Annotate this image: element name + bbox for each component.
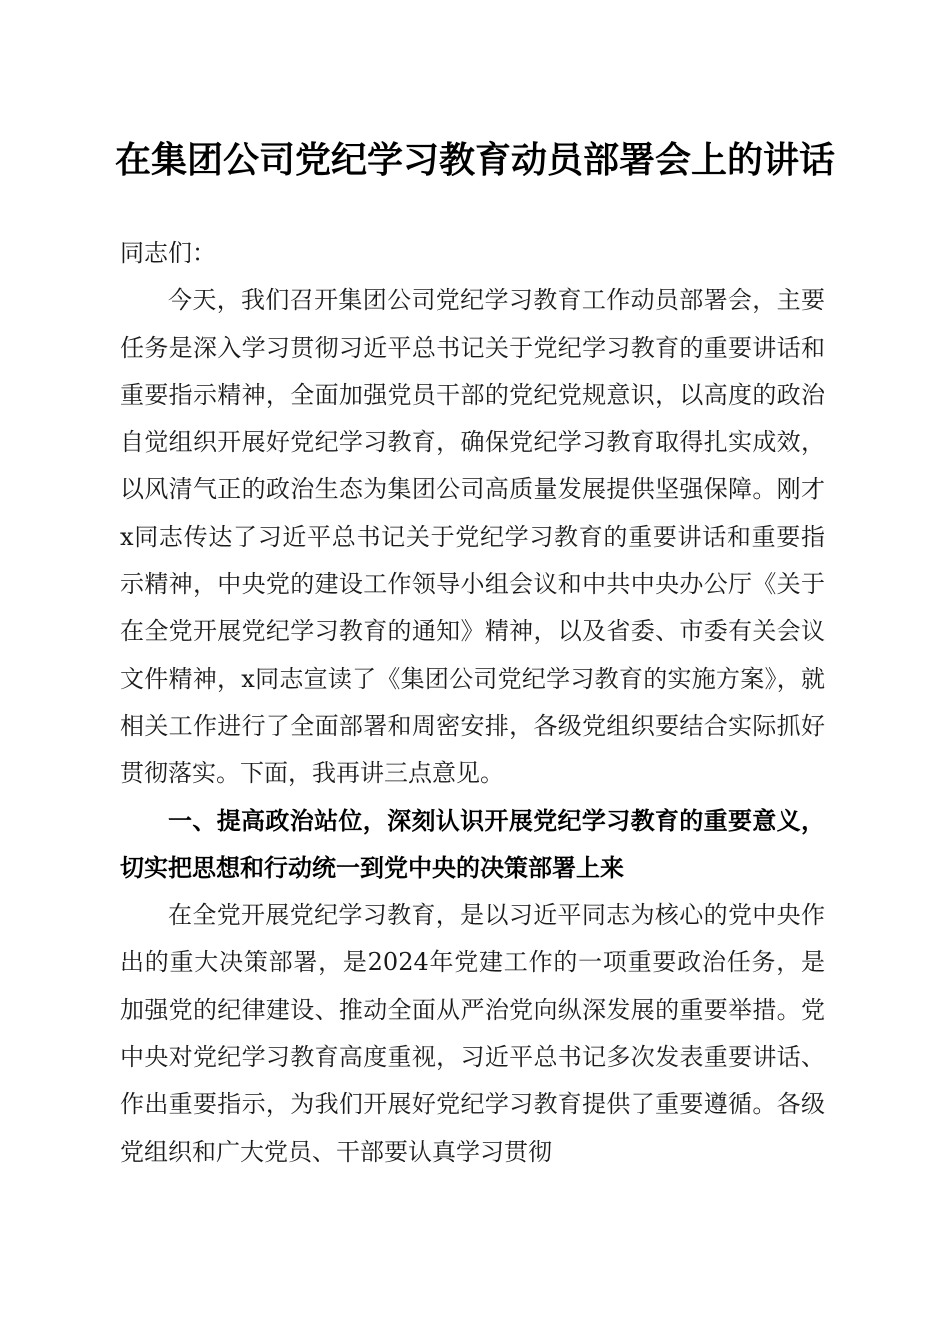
section-heading-1: 一、提高政治站位，深刻认识开展党纪学习教育的重要意义，切实把思想和行动统一到党中央的决策部署上来	[120, 806, 825, 882]
document-title: 在集团公司党纪学习教育动员部署会上的讲话	[114, 139, 835, 181]
document-body	[120, 230, 825, 1176]
paragraph-opening: 今天，我们召开集团公司党纪学习教育工作动员部署会，主要任务是深入学习贯彻习近平总书记关于党纪学习教育的重要讲话和重要指示精神，全面加强党员干部的党纪党规意识，以高度的政治自觉组织开展好党纪学习教育，确保党纪学习教育取得扎实成效，以风清气正的政治生态为集团公司高质量发展提供坚强保障。刚才x同志传达了习近平总书记关于党纪学习教育的重要讲话和重要指示精神，中央党的建设工作领导小组会议和中共中央办公厅《关于在全党开展党纪学习教育的通知》精神，以及省委、市委有关会议文件精神，x同志宣读了《集团公司党纪学习教育的实施方案》，就相关工作进行了全面部署和周密安排，各级党组织要结合实际抓好贯彻落实。下面，我再讲三点意见。	[120, 286, 825, 788]
paragraph-section-1: 在全党开展党纪学习教育，是以习近平同志为核心的党中央作出的重大决策部署，是2024年党建工作的一项重要政治任务，是加强党的纪律建设、推动全面从严治党向纵深发展的重要举措。党中央对党纪学习教育高度重视，习近平总书记多次发表重要讲话、作出重要指示，为我们开展好党纪学习教育提供了重要遵循。各级党组织和广大党员、干部要认真学习贯彻	[120, 901, 825, 1166]
salutation: 同志们：	[120, 239, 216, 267]
